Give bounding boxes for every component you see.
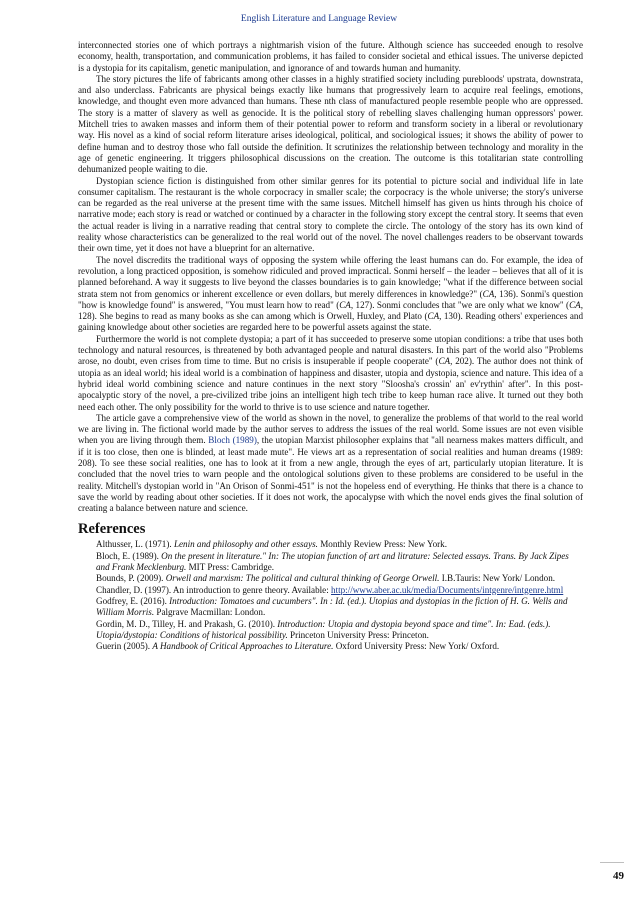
reference-title: A Handbook of Critical Approaches to Literature. bbox=[152, 641, 334, 652]
reference-item bbox=[78, 596, 583, 619]
paragraph-4-text: , 127). Sonmi concludes that "we are only what we know" ( bbox=[350, 299, 570, 310]
page-number: 49 bbox=[613, 870, 624, 882]
paragraph-2: The story pictures the life of fabricants among other classes in a highly stratified society including purebloods' upstrata, downstrata, and also underclass. Fabricants are physical beings exactly like humans that progressively learn to acquire real feelings, emotions, knowledge, and thought even more advanced than humans. These nth class of manufactured people resemble people who are oppressed. The story is a matter of slavery as well as genocide. It is the political story of rebelling slaves challenging human oppressors' power. Mitchell tries to awaken masses and inform them of their potential power to reform and transform society in a liberal or revolutionary way. His novel as a kind of social reform literature arises ideological, political, and sociological issues; it shows the ability of power to define human and to destroy those who fall outside the definition. It scrutinizes the relationship between technology and morality in the age of genetic engineering. It triggers philosophical discussions on the creation. The outcome is this totalitarian state controlling dehumanized people waiting to die. bbox=[78, 73, 583, 175]
reference-item bbox=[78, 585, 583, 596]
journal-header: English Literature and Language Review bbox=[240, 14, 398, 24]
reference-text: Althusser, L. (1971). bbox=[96, 539, 174, 550]
paragraph-6-text: , the utopian Marxist philosopher explains that "all nearness makes matters difficult, and if it is too close, then one is blinded, at least made mute". He views art as a representation of social realities and human dreams (1989: 208). To see these social realities, one has to look at it from a new angle, through the eyes of art, particularly utopian literature. It is concluded that the novel tries to warn people and the ontological solutions given to these problems are considered to be useful in the reality. Mitchell's dystopian world in "An Orison of Sonmi-451" is not the hopeless end of everything. He thinks that there is a chance to save the world by reading about other societies. If it does not work, the apocalypse with which the novel ends gives the final solution of creating a balance between nature and science. bbox=[78, 435, 583, 514]
article-body bbox=[78, 40, 583, 652]
reference-item bbox=[78, 573, 583, 584]
reference-publisher: I.B.Tauris: New York/ London. bbox=[439, 573, 556, 584]
reference-text: Gordin, M. D., Tilley, H. and Prakash, G. (2010). bbox=[96, 618, 278, 629]
reference-text: Guerin (2005). bbox=[96, 641, 153, 652]
reference-title: Lenin and philosophy and other essays. bbox=[173, 539, 318, 550]
reference-item bbox=[78, 641, 583, 652]
reference-publisher: Oxford University Press: New York/ Oxford. bbox=[333, 641, 500, 652]
reference-text: Godfrey, E. (2016). bbox=[96, 595, 170, 606]
bloch-citation-link[interactable]: Bloch (1989) bbox=[208, 435, 257, 446]
reference-text: Bounds, P. (2009). bbox=[96, 573, 166, 584]
paragraph-6-text: The article gave a comprehensive view of the world as shown in the novel, to generalize the problems of that world to the real world we are living in. The fictional world made by the author serves to address the issues of the real world. Some issues are not even visible when you are living through them. bbox=[78, 412, 583, 446]
reference-publisher: Princeton University Press: Princeton. bbox=[287, 629, 429, 640]
paragraph-1: interconnected stories one of which portrays a nightmarish vision of the future. Although science has succeeded enough to resolve economy, health, transportation, and communication problems, it has failed to consider societal and ethical issues. The universe depicted is a dystopia for its capitalism, genetic manipulation, and ignorance of and towards human and humanity. bbox=[78, 40, 583, 73]
reference-title: Introduction: Tomatoes and cucumbers". In : Id. (ed.). Utopias and dystopias in the fiction of H. G. Wells and William Morris. bbox=[96, 595, 568, 618]
paragraph-6 bbox=[78, 413, 583, 515]
paragraph-5-text: Furthermore the world is not complete dystopia; a part of it has succeeded to preserve some utopian conditions: a tribe that uses both technology and natural resources, is threatened by both advantaged people and natural disasters. In this part of the world also "Problems arose, no doubt, even crises from time to time. But no crisis is insuperable if people cooperate" ( bbox=[78, 333, 583, 367]
reference-item bbox=[78, 551, 583, 574]
citation-ca: CA bbox=[482, 288, 495, 299]
reference-item bbox=[78, 619, 583, 642]
paragraph-4-text: The novel discredits the traditional ways of opposing the system while offering the least humans can do. For example, the idea of revolution, a long practiced opposition, is somehow ridiculed and proved impractical. Sonmi herself – the leader – believes that all of it is planned beforehand. A way it suggests to live beyond the classes boundaries is to gain knowledge; "what if the difference between social strata stem not from genomics or inherent excellence or even dollars, but merely differences in knowledge?" ( bbox=[78, 254, 583, 299]
reference-title: Introduction: Utopia and dystopia beyond space and time". In: Ead. (eds.). Utopia/dystopia: Conditions of historical possibility. bbox=[96, 618, 551, 640]
references-heading: References bbox=[78, 521, 146, 538]
reference-item bbox=[78, 539, 583, 550]
paragraph-4-text: , 128). She begins to read as many books as she can among which is Orwell, Huxley, and Plato ( bbox=[78, 299, 583, 322]
paragraph-4-text: , 136). Sonmi's question "how is knowledge found" is answered, "You must learn how to read" ( bbox=[78, 288, 584, 310]
reference-publisher: Monthly Review Press: New York. bbox=[317, 539, 448, 550]
reference-url-link[interactable]: http://www.aber.ac.uk/media/Documents/intgenre/intgenre.html bbox=[331, 584, 564, 595]
paragraph-5-text: , 202). The author does not think of utopia as an ideal world; his ideal world is a combination of happiness and disaster, utopia and dystopia, science and nature. This idea of a hybrid ideal world combining science and nature continues in the next story "Sloosha's crossin' an' ev'rythin' after". In this post-apocalyptic story of the novel, a pre-civilized tribe joins an intelligent high tech tribe to keep human race alive. It turned out they both need each other. The only possibility for the world to thrive is to use science and nature together. bbox=[78, 356, 583, 412]
paragraph-4 bbox=[78, 255, 583, 334]
reference-publisher: MIT Press: Cambridge. bbox=[186, 562, 275, 573]
citation-ca: CA bbox=[427, 311, 440, 322]
paragraph-3: Dystopian science fiction is distinguished from other similar genres for its potential to picture social and individual life in late consumer capitalism. The restaurant is the whole corpocracy in smaller scale; the corpocracy is the whole universe; the story's universe can be regarded as the real universe at the present time with the same issues. Mitchell himself has given us hints through his choice of narrative mode; each story is read or watched or continued by a character in the following story except the central story. It seems that even the actual reader is living in a narrative reading that central story to complete the circle. The ontology of the story has its own kind of reality whose characteristics can be generalized to the real world out of the novel. The novel challenges readers to be observant towards their own time, yet it does not have a blueprint for an alternative. bbox=[78, 175, 583, 254]
citation-ca: CA bbox=[569, 299, 581, 310]
reference-publisher: Palgrave Macmillan: London. bbox=[154, 607, 266, 618]
references-list bbox=[78, 539, 583, 652]
reference-title: On the present in literature." In: The utopian function of art and litrature: Selected essays. Trans. By Jack Zipes and Frank Mecklenburg. bbox=[96, 550, 569, 573]
paragraph-4-text: , 130). Reading others' experiences and gaining knowledge about other societies are regarded here to be powerful assets against the state. bbox=[78, 311, 583, 333]
footer-divider bbox=[600, 862, 624, 863]
reference-text: Bloch, E. (1989). bbox=[96, 550, 162, 561]
citation-ca: CA bbox=[438, 356, 451, 367]
reference-title: Orwell and marxism: The political and cultural thinking of George Orwell. bbox=[165, 573, 440, 584]
paragraph-5 bbox=[78, 334, 583, 413]
reference-text: Chandler, D. (1997). An introduction to genre theory. Available: bbox=[96, 584, 332, 595]
citation-ca: CA bbox=[339, 299, 351, 310]
